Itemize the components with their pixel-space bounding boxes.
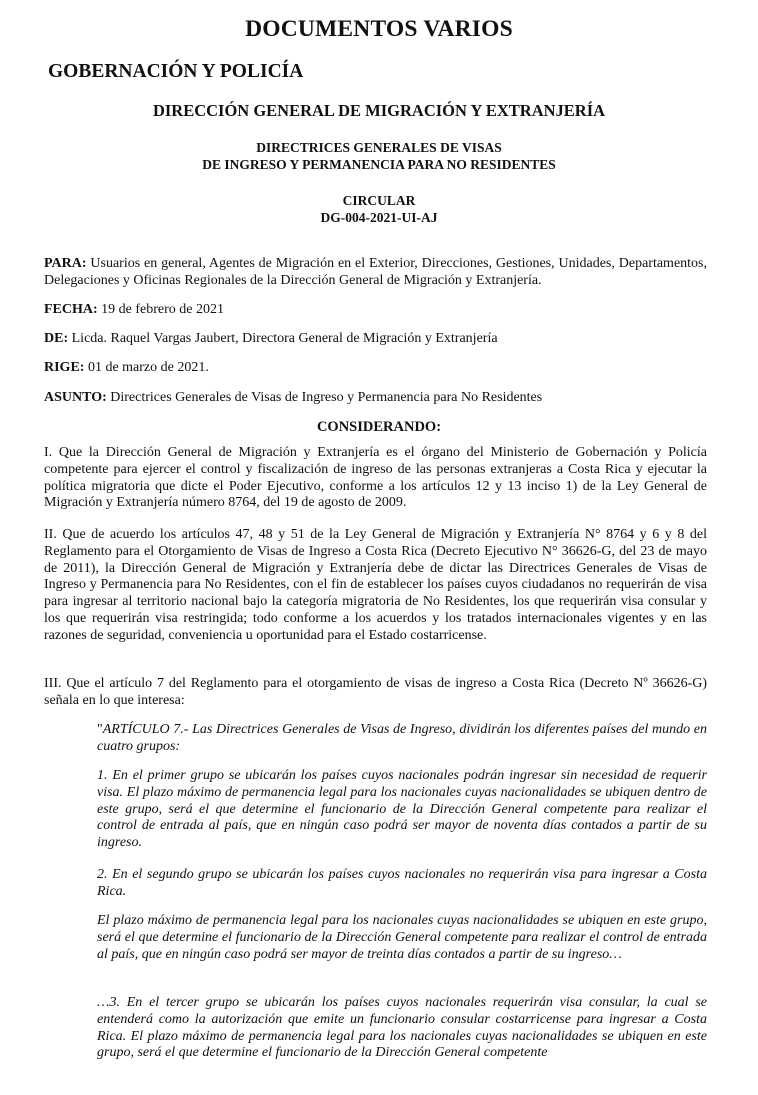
field-de	[44, 331, 707, 348]
agency-heading: DIRECCIÓN GENERAL DE MIGRACIÓN Y EXTRANJERÍA	[152, 101, 606, 120]
subject-heading-line1: DIRECTRICES GENERALES DE VISAS	[256, 140, 502, 155]
field-para-value: Usuarios en general, Agentes de Migración en el Exterior, Direcciones, Gestiones, Unidades, Departamentos, Delegaciones y Oficinas Regionales de la Dirección General de Migración y Extranjería.	[44, 256, 707, 288]
field-fecha-label: FECHA:	[44, 302, 98, 317]
field-rige-value: 01 de marzo de 2021.	[87, 360, 209, 375]
document-title: DOCUMENTOS VARIOS	[245, 16, 513, 42]
field-asunto	[44, 390, 707, 407]
subject-heading	[0, 139, 758, 173]
quote-group-1: 1. En el primer grupo se ubicarán los países cuyos nacionales podrán ingresar sin necesidad de requerir visa. El plazo máximo de permanencia legal para los nacionales cuyas nacionalidades se ubiquen dentro de este grupo, será el que determine el funcionario de la Dirección General competente para realizar el control de entrada al país, que en ningún caso podrá ser mayor de noventa días contados a partir de su ingreso.	[97, 768, 707, 851]
quote-group-3: …3. En el tercer grupo se ubicarán los países cuyos nacionales requerirán visa consular, la cual se entenderá como la autorización que emite un funcionario consular costarricense para ingresar a Costa Rica. El plazo máximo de permanencia legal para los nacionales cuyas nacionalidades se ubiquen en este grupo, será el que determine el funcionario de la Dirección General competente	[97, 995, 707, 1061]
subject-heading-line2: DE INGRESO Y PERMANENCIA PARA NO RESIDENTES	[202, 157, 556, 172]
paragraph-3: III. Que el artículo 7 del Reglamento para el otorgamiento de visas de ingreso a Costa Rica (Decreto Nº 36626-G) señala en lo que interesa:	[44, 676, 707, 708]
considerando-heading: CONSIDERANDO:	[316, 419, 442, 435]
field-de-label: DE:	[44, 331, 69, 346]
field-fecha-value: 19 de febrero de 2021	[101, 302, 225, 317]
paragraph-2: II. Que de acuerdo los artículos 47, 48 y 51 de la Ley General de Migración y Extranjería N° 8764 y 6 y 8 del Reglamento para el Otorgamiento de Visas de Ingreso a Costa Rica (Decreto Ejecutivo N° 36626-G, del 23 de mayo de 2011), la Dirección General de Migración y Extranjería debe de dictar las Directrices Generales de Visas de Ingreso y Permanencia para No Residentes, con el fin de establecer los países cuyos ciudadanos no requerirán de visa para ingresar al territorio nacional bajo la categoría migratoria de No Residentes, los que requerirán visa consular y los que requerirán visa restringida; todo conforme a los acuerdos y los tratados internacionales vigentes y en las razones de seguridad, conveniencia u oportunidad para el Estado costarricense.	[44, 527, 707, 643]
field-para-label: PARA:	[44, 256, 87, 271]
quote-open-mark: "	[97, 722, 103, 737]
field-fecha	[44, 302, 707, 319]
circular-number: DG-004-2021-UI-AJ	[320, 210, 438, 225]
field-de-value: Licda. Raquel Vargas Jaubert, Directora General de Migración y Extranjería	[71, 331, 498, 346]
field-asunto-value: Directrices Generales de Visas de Ingreso y Permanencia para No Residentes	[110, 390, 543, 405]
circular-label: CIRCULAR	[342, 193, 416, 208]
section-heading: GOBERNACIÓN Y POLICÍA	[48, 61, 304, 82]
paragraph-1: I. Que la Dirección General de Migración y Extranjería es el órgano del Ministerio de Gobernación y Policía competente para ejercer el control y fiscalización de ingreso de las personas extranjeras a Costa Rica y ejecutar la política migratoria que dicte el Poder Ejecutivo, conforme a los artículos 12 y 13 inciso 1) de la Ley General de Migración y Extranjería número 8764, del 19 de agosto de 2009.	[44, 445, 707, 511]
field-rige	[44, 360, 707, 377]
circular-heading	[0, 192, 758, 226]
field-asunto-label: ASUNTO:	[44, 390, 107, 405]
field-rige-label: RIGE:	[44, 360, 85, 375]
quote-group-2-term: El plazo máximo de permanencia legal para los nacionales cuyas nacionalidades se ubiquen en este grupo, será el que determine el funcionario de la Dirección General competente para realizar el control de entrada al país, que en ningún caso podrá ser mayor de treinta días contados a partir de su ingreso…	[97, 913, 707, 962]
quote-group-2: 2. En el segundo grupo se ubicarán los países cuyos nacionales no requerirán visa para ingresar a Costa Rica.	[97, 867, 707, 899]
field-para	[44, 256, 707, 290]
quote-article-heading: ARTÍCULO 7.- Las Directrices Generales de Visas de Ingreso, dividirán los diferentes países del mundo en cuatro grupos:	[97, 722, 707, 754]
quote-article-7	[97, 722, 707, 756]
